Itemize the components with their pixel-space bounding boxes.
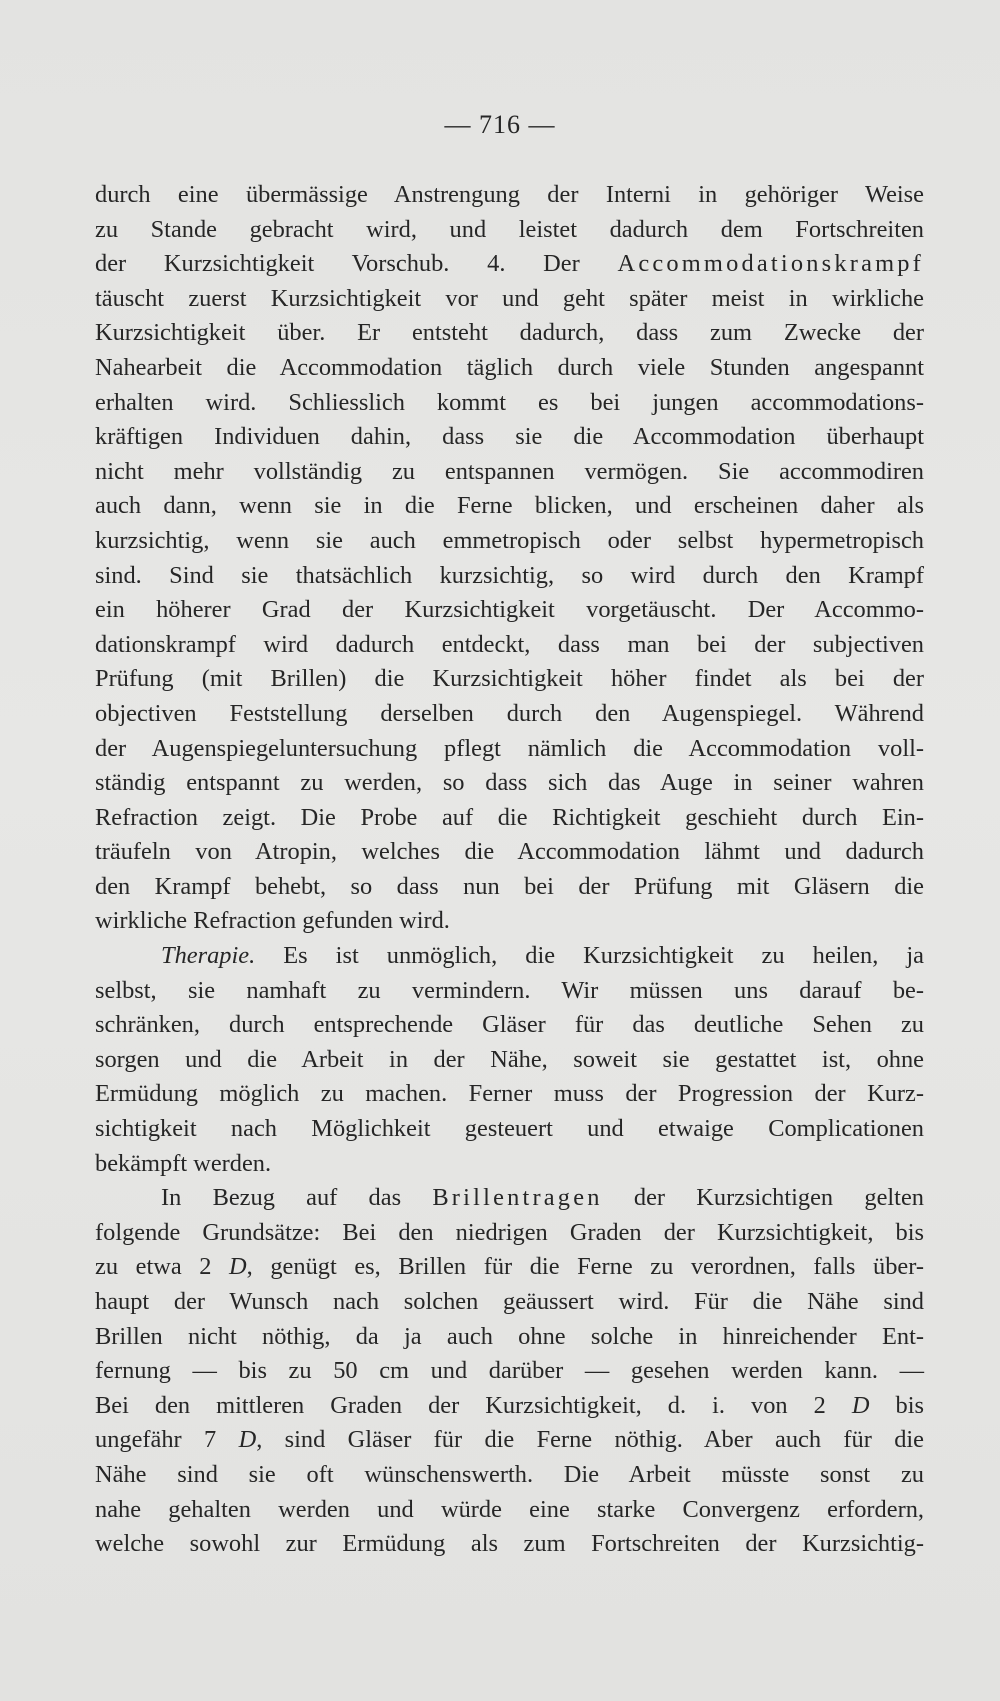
italic-text: D [851, 1391, 870, 1419]
text-segment: ein höherer Grad der Kurzsichtigkeit vorgetäuscht. Der Accommo- [95, 596, 924, 624]
text-line [95, 1181, 924, 1216]
spaced-emphasis-text: Accommodationskrampf [617, 250, 924, 278]
text-segment: den Krampf behebt, so dass nun bei der Prüfung mit Gläsern die [95, 872, 924, 900]
text-segment: erhalten wird. Schliesslich kommt es bei jungen accommodations- [95, 388, 924, 416]
text-segment: wirkliche Refraction gefunden wird. [95, 907, 450, 935]
text-segment: , genügt es, Brillen für die Ferne zu verordnen, falls über- [246, 1253, 924, 1281]
text-segment: sorgen und die Arbeit in der Nähe, soweit sie gestattet ist, ohne [95, 1045, 924, 1073]
italic-text: D [229, 1253, 247, 1281]
text-line [95, 489, 924, 524]
italic-text: D [238, 1426, 257, 1454]
text-segment: In Bezug auf das [161, 1184, 433, 1212]
text-segment: Bei den mittleren Graden der Kurzsichtigkeit, d. i. von 2 [95, 1391, 852, 1419]
text-segment: welche sowohl zur Ermüdung als zum Fortschreiten der Kurzsichtig- [95, 1530, 924, 1558]
text-line [95, 1493, 924, 1528]
text-segment: bekämpft werden. [95, 1149, 272, 1177]
text-segment: , sind Gläser für die Ferne nöthig. Aber auch für die [256, 1426, 924, 1454]
italic-text: Therapie. [161, 942, 256, 970]
text-line [95, 247, 924, 282]
text-line [95, 1043, 924, 1078]
text-segment: träufeln von Atropin, welches die Accommodation lähmt und dadurch [95, 838, 924, 866]
text-segment: Refraction zeigt. Die Probe auf die Richtigkeit geschieht durch Ein- [95, 803, 924, 831]
text-segment: kurzsichtig, wenn sie auch emmetropisch oder selbst hypermetropisch [95, 526, 924, 554]
text-segment: täuscht zuerst Kurzsichtigkeit vor und geht später meist in wirkliche [95, 284, 924, 312]
text-segment: zu Stande gebracht wird, und leistet dadurch dem Fortschreiten [95, 215, 924, 243]
text-segment: selbst, sie namhaft zu vermindern. Wir müssen uns darauf be- [95, 976, 924, 1004]
page-number: — 716 — [444, 110, 556, 139]
text-line [95, 628, 924, 663]
text-line [95, 662, 924, 697]
text-line [95, 1423, 924, 1458]
text-line [95, 1458, 924, 1493]
text-line [95, 870, 924, 905]
text-segment: zu etwa 2 [95, 1253, 230, 1281]
text-line [95, 559, 924, 594]
text-segment: nahe gehalten werden und würde eine starke Convergenz erfordern, [95, 1495, 924, 1523]
text-line [95, 1389, 924, 1424]
text-segment: haupt der Wunsch nach solchen geäussert wird. Für die Nähe sind [95, 1288, 924, 1315]
text-line [95, 1285, 924, 1320]
text-segment: folgende Grundsätze: Bei den niedrigen Graden der Kurzsichtigkeit, bis [95, 1218, 924, 1246]
text-segment: objectiven Feststellung derselben durch den Augenspiegel. Während [95, 699, 924, 727]
text-line [95, 1250, 924, 1285]
text-segment: durch eine übermässige Anstrengung der Interni in gehöriger Weise [95, 181, 924, 208]
text-segment: Kurzsichtigkeit über. Er entsteht dadurch, dass zum Zwecke der [95, 319, 924, 347]
text-segment: ständig entspannt zu werden, so dass sich das Auge in seiner wahren [95, 769, 924, 797]
text-segment: auch dann, wenn sie in die Ferne blicken, und erscheinen daher als [95, 492, 924, 520]
text-segment: der Kurzsichtigkeit Vorschub. 4. Der [95, 250, 618, 278]
text-line [95, 1320, 924, 1355]
text-line [95, 939, 924, 974]
text-line [95, 1147, 924, 1182]
text-line [95, 386, 924, 421]
text-line [95, 351, 924, 386]
text-line [95, 904, 924, 939]
text-segment: fernung — bis zu 50 cm und darüber — gesehen werden kann. — [95, 1357, 924, 1385]
text-line [95, 766, 924, 801]
body-text [95, 178, 924, 1562]
text-segment: der Kurzsichtigen gelten [602, 1184, 924, 1212]
text-segment: nicht mehr vollständig zu entspannen vermögen. Sie accommodiren [95, 457, 924, 485]
text-line [95, 1527, 924, 1562]
text-line [95, 178, 924, 213]
text-segment: bis [869, 1391, 925, 1419]
text-line [95, 593, 924, 628]
text-segment: sichtigkeit nach Möglichkeit gesteuert und etwaige Complicationen [95, 1115, 924, 1143]
text-segment: Nahearbeit die Accommodation täglich durch viele Stunden angespannt [95, 353, 924, 381]
text-line [95, 420, 924, 455]
text-segment: Es ist unmöglich, die Kurzsichtigkeit zu heilen, ja [255, 942, 924, 970]
text-segment: dationskrampf wird dadurch entdeckt, dass man bei der subjectiven [95, 630, 924, 658]
text-segment: schränken, durch entsprechende Gläser für das deutliche Sehen zu [95, 1011, 924, 1039]
text-line [95, 801, 924, 836]
text-line [95, 282, 924, 317]
text-line [95, 835, 924, 870]
text-segment: der Augenspiegeluntersuchung pflegt nämlich die Accommodation voll- [95, 734, 924, 762]
text-line [95, 1216, 924, 1251]
text-line [95, 1008, 924, 1043]
text-segment: ungefähr 7 [95, 1426, 239, 1454]
text-segment: kräftigen Individuen dahin, dass sie die Accommodation überhaupt [95, 423, 924, 451]
text-segment: Nähe sind sie oft wünschenswerth. Die Arbeit müsste sonst zu [95, 1460, 924, 1488]
text-line [95, 316, 924, 351]
text-line [95, 524, 924, 559]
spaced-emphasis-text: Brillentragen [432, 1184, 603, 1212]
text-line [95, 974, 924, 1009]
text-line [95, 1112, 924, 1147]
text-segment: Prüfung (mit Brillen) die Kurzsichtigkeit höher findet als bei der [95, 665, 924, 693]
text-line [95, 697, 924, 732]
text-segment: Brillen nicht nöthig, da ja auch ohne solche in hinreichender Ent- [95, 1322, 924, 1350]
text-segment: Ermüdung möglich zu machen. Ferner muss der Progression der Kurz- [95, 1080, 924, 1108]
text-line [95, 1077, 924, 1112]
text-line [95, 455, 924, 490]
text-line [95, 213, 924, 248]
text-line [95, 732, 924, 767]
text-segment: sind. Sind sie thatsächlich kurzsichtig, so wird durch den Krampf [95, 561, 924, 589]
text-line [95, 1354, 924, 1389]
